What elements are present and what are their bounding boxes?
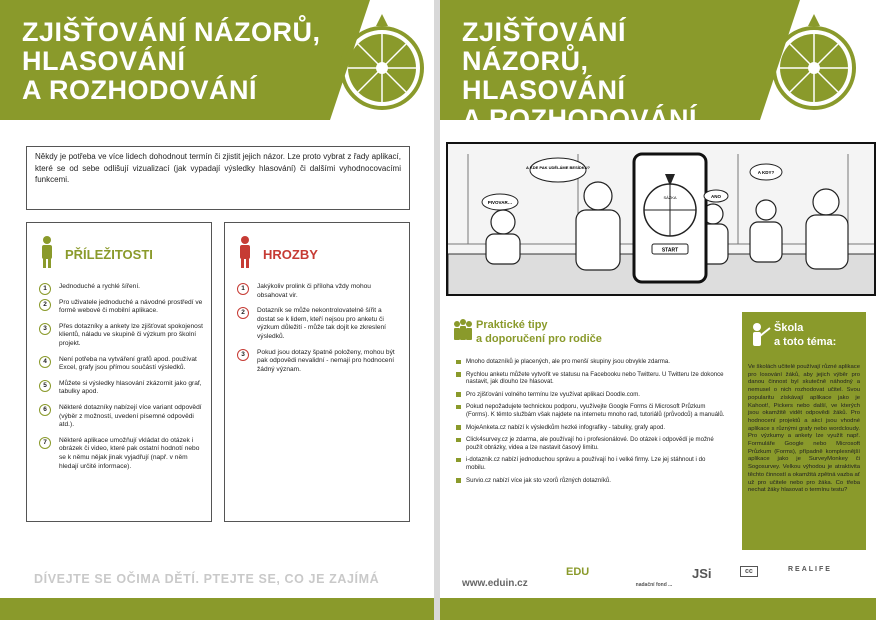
list-item (235, 307, 401, 341)
item-text: Můžete si výsledky hlasování zkázornit jako graf, tabulky apod. (59, 379, 202, 396)
item-number: 7 (39, 437, 51, 449)
list-item: Mnoho dotazníků je placených, ale pro menší skupiny jsou obvykle zdarma. (456, 358, 726, 366)
title-line: ZJIŠŤOVÁNÍ NÁZORŮ, (22, 17, 321, 47)
opportunities-panel (26, 222, 212, 522)
list-item (37, 323, 203, 349)
list-item: Survio.cz nabízí více jak sto vzorů různých dotazníků. (456, 477, 726, 485)
title-line: ZJIŠŤOVÁNÍ NÁZORŮ, (462, 17, 627, 76)
list-item: Pro zjišťování volného termínu lze využívat aplikaci Doodle.com. (456, 391, 726, 399)
item-text: Některé dotazníky nabízejí více variant odpovědí (výběr z možností, uvedení písemné odpovědi atd.). (59, 403, 202, 429)
phone-wheel-label: SÁZKA (663, 195, 677, 200)
title-line: A ROZHODOVÁNÍ (462, 104, 697, 134)
list-item (37, 356, 203, 373)
left-title (22, 18, 321, 105)
item-number: 6 (39, 404, 51, 416)
item-text: Jakýkoliv prolink či příloha vždy mohou obsahovat vir. (257, 283, 371, 299)
left-page (0, 0, 434, 620)
person-icon (237, 235, 253, 269)
people-group-icon (452, 318, 474, 342)
item-number: 2 (237, 307, 249, 319)
speech-bubble-3: A KDY? (757, 170, 775, 175)
item-number: 3 (237, 349, 249, 361)
logo-cc: cc (740, 566, 758, 577)
list-item (235, 283, 401, 300)
threats-panel (224, 222, 410, 522)
school-title-line: a toto téma: (774, 335, 837, 348)
footer-bar (0, 598, 434, 620)
logo-jsi: JSi (692, 566, 712, 581)
list-item (37, 299, 203, 316)
item-text: Pro uživatele jednoduché a návodné prostředí ve formě webové či mobilní aplikace. (59, 298, 203, 315)
speech-bubble-2: PIVOVAR… (487, 200, 513, 205)
wheel-icon (766, 12, 862, 112)
person-icon (39, 235, 55, 269)
illustration-drawing (448, 144, 876, 296)
tips-title-line: Praktické tipy (476, 319, 548, 331)
right-header (440, 0, 760, 134)
right-page (440, 0, 876, 620)
item-text: Jednoduché a rychlé šíření. (59, 283, 141, 290)
list-item: Click4survey.cz je zdarma, ale používají ho i profesionálové. Do otázek i odpovědí je možné použít obrázky, videa a lze nastavit časový limitu. (456, 436, 726, 451)
list-item (37, 283, 203, 292)
item-number: 4 (39, 356, 51, 368)
footer-bar (440, 598, 876, 620)
school-title (774, 322, 836, 349)
illustration (446, 142, 876, 296)
title-line: HLASOVÁNÍ (22, 46, 186, 76)
phone-start-button: START (661, 247, 679, 254)
left-header (0, 0, 330, 120)
list-item: MojeAnketa.cz nabízí k výsledkům hezké infografiky - tabulky, grafy apod. (456, 424, 726, 432)
list-item: Rychlou anketu můžete vytvořit ve statusu na Facebooku nebo Twitteru. U Twitteru lze dokonce nastavit, jak dlouho lze hlasovat. (456, 371, 726, 386)
wheel-icon (334, 12, 430, 112)
item-text: Přes dotazníky a ankety lze zjišťovat spokojenost klientů, náladu ve skupině či výzkum pro školní projekt. (59, 322, 203, 347)
item-number: 2 (39, 299, 51, 311)
item-number: 1 (39, 283, 51, 295)
intro-text: Někdy je potřeba ve více lidech dohodnout termín či zjistit jejich názor. Lze proto vybrat z řady aplikací, které se od sebe odlišují vizualizací (jak vypadají výsledky hlasování) či dalšími vyhodnocovacími funkcemi. (26, 146, 410, 210)
list-item (235, 349, 401, 375)
item-text: Pokud jsou dotazy špatně položeny, mohou být pak odpovědi nevalidní - nemají pro hodnocení žádný význam. (257, 348, 395, 373)
tips-title-line: a doporučení pro rodiče (476, 333, 602, 345)
list-item (37, 380, 203, 397)
opportunities-list (37, 283, 203, 478)
list-item: Pokud nepožadujete technickou podporu, využívejte Google Forms či Microsoft Průzkum (Forms). K těmto službám však najdete na internetu mnoho rad, tutoriálů (průvodců) a manuálů. (456, 403, 726, 418)
threats-list (235, 283, 401, 381)
item-text: Není potřeba na vytváření grafů apod. používat Excel, grafy jsou přímou součástí výsledků. (59, 355, 197, 372)
logo-realife: REALIFE (788, 566, 832, 573)
item-number: 1 (237, 283, 249, 295)
right-title (462, 18, 760, 134)
slogan: DÍVEJTE SE OČIMA DĚTÍ. PTEJTE SE, CO JE ZAJÍMÁ (34, 572, 380, 586)
item-number: 3 (39, 323, 51, 335)
title-line: HLASOVÁNÍ (462, 75, 626, 105)
item-text: Některé aplikace umožňují vkládat do otázek i obrázek či video, které pak ostatní hodnotí nebo se k němu nějak jinak vyjadřují (např. v něm hledají určité informace). (59, 436, 200, 470)
tips-title (476, 318, 602, 346)
list-item (37, 404, 203, 430)
speech-bubble-1: A KDE PAK UDĚLÁME BESÍDKU? (525, 165, 591, 170)
tips-list (456, 358, 726, 489)
item-text: Dotazník se může nekontrolovatelně šířit a dostat se k lidem, kteří nejsou pro anketu či výzkum důležití - může tak dojít ke zkreslení výsledků. (257, 307, 386, 340)
logo-fund: nadační fond ... (635, 582, 673, 588)
list-item (37, 437, 203, 471)
speech-bubble-4: ANO (711, 194, 721, 199)
school-title-line: Škola (774, 322, 804, 334)
threats-title: HROZBY (263, 247, 318, 262)
website-link[interactable]: www.eduin.cz (462, 578, 528, 589)
item-number: 5 (39, 380, 51, 392)
logo-edu: EDU (566, 566, 590, 578)
opportunities-title: PŘÍLEŽITOSTI (65, 247, 153, 262)
title-line: A ROZHODOVÁNÍ (22, 75, 257, 105)
school-text: Ve školách učitelé používají různé aplikace pro losování žáků, aby jejich výběr pro danou činnost byl skutečně náhodný a nemusel o nich rozhodovat učitel. Svou popularitu získávají aplikace jako je Kahoot!, Pickers nebo další, ve kterých jsou okamžitě vidět odpovědi žáků. Pro hodnocení projektů a akcí jsou vhodné aplikace s různými grafy nebo wordcloudy. Pro výzkumy a ankety lze využít např. Formuláře Google nebo Microsoft Průzkum (Forms), případně komplexnější aplikace jako je SurveyMonkey či Sogosurvey. Velkou výhodou je atraktivita těchto činností a okamžitá zpětná vazba ať už pro učitele nebo pro žáka. Co třeba nechat žáky hlasovat o termínu testu? (748, 364, 860, 494)
teacher-icon (750, 322, 772, 348)
list-item: i-dotaznik.cz nabízí jednoduchou správu a používají ho i velké firmy. Lze jej stáhnout i do mobilu. (456, 456, 726, 471)
